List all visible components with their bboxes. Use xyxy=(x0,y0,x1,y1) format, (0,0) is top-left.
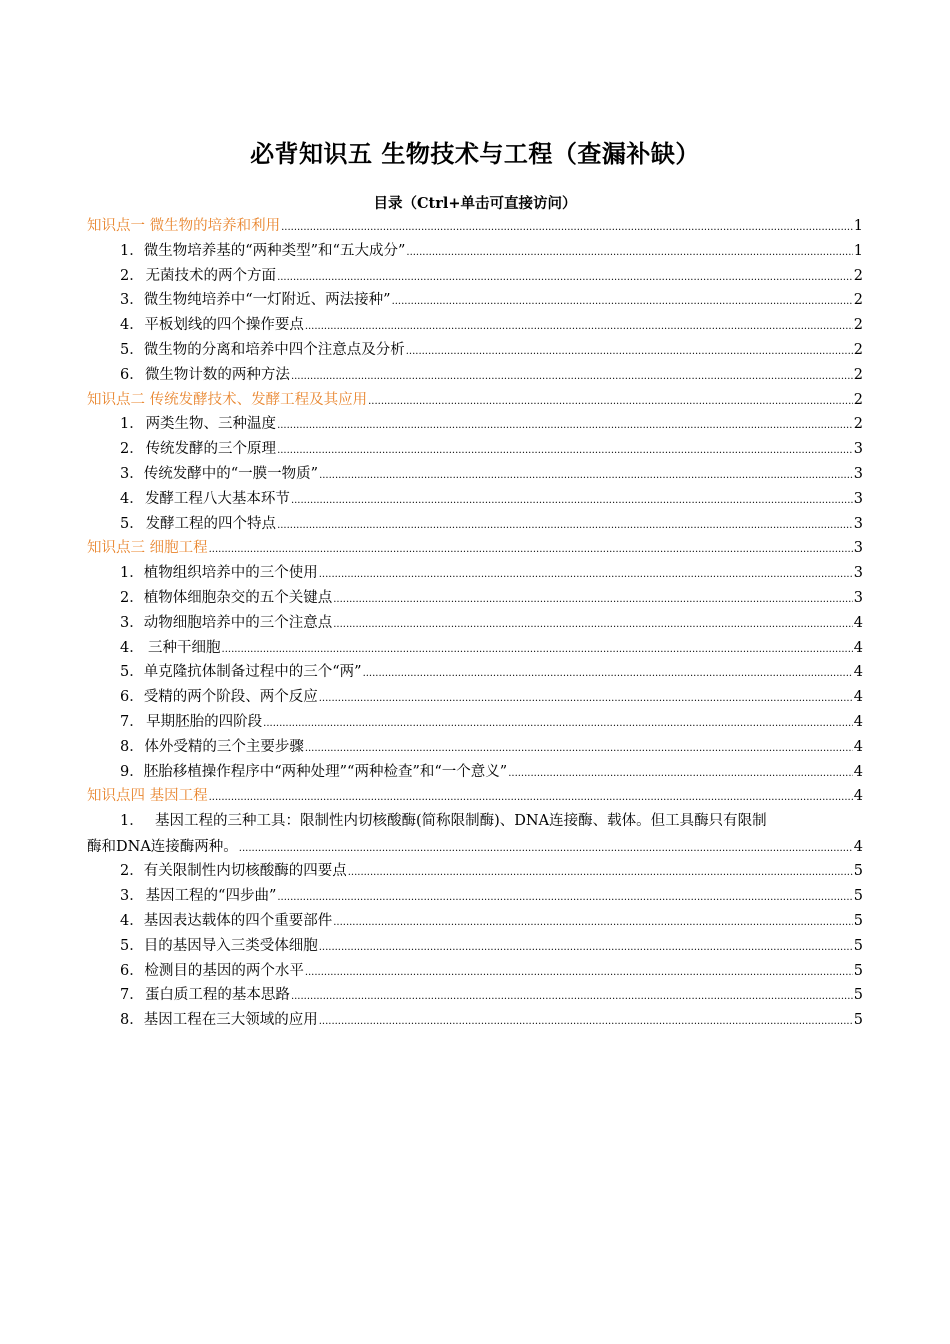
toc-item-number: 5． xyxy=(120,937,144,954)
toc-page-number: 2 xyxy=(853,317,863,334)
toc-item-label: 动物细胞培养中的三个注意点 xyxy=(143,614,333,631)
toc-page-number: 2 xyxy=(853,341,863,358)
toc-leader xyxy=(277,514,853,539)
toc-page-number: 5 xyxy=(853,987,863,1004)
toc-item-label: 两类生物、三种温度 xyxy=(145,416,277,433)
toc-item-link[interactable] xyxy=(87,561,863,586)
toc-page-number: 2 xyxy=(853,267,863,284)
toc-item-link[interactable] xyxy=(87,934,863,959)
toc-page-number: 5 xyxy=(853,1012,863,1029)
toc-item-link-wrapped-line2[interactable] xyxy=(87,835,863,860)
toc-leader xyxy=(277,414,853,439)
toc-leader xyxy=(319,563,853,588)
toc-item-label: 蛋白质工程的基本思路 xyxy=(144,987,290,1004)
toc-item-label-continued: 酶和DNA连接酶两种。 xyxy=(87,838,238,855)
toc-item-number: 6． xyxy=(120,366,144,383)
toc-section-label: 知识点一 微生物的培养和利用 xyxy=(87,218,281,234)
toc-item-number: 1． xyxy=(120,813,144,830)
toc-leader xyxy=(319,1010,853,1035)
toc-item-number: 7． xyxy=(120,987,144,1004)
toc-item-label: 体外受精的三个主要步骤 xyxy=(144,738,304,755)
toc-leader xyxy=(291,365,853,390)
toc-item-label: 传统发酵的三个原理 xyxy=(145,441,277,458)
toc-item-number: 5． xyxy=(120,515,144,532)
toc-leader xyxy=(277,266,853,291)
toc-item-link[interactable] xyxy=(87,884,863,909)
toc-item-label: 三种干细胞 xyxy=(148,639,221,656)
toc-item-label: 植物组织培养中的三个使用 xyxy=(143,565,318,582)
toc-heading: 目录（Ctrl+单击可直接访问） xyxy=(373,195,577,212)
toc-page-number: 5 xyxy=(853,863,863,880)
toc-item-label: 发酵工程八大基本环节 xyxy=(144,490,290,507)
toc-item-label: 发酵工程的四个特点 xyxy=(145,515,277,532)
toc-page-number: 4 xyxy=(853,763,863,780)
toc-item-number: 1． xyxy=(120,416,144,433)
table-of-contents xyxy=(87,214,863,1033)
toc-item-link[interactable] xyxy=(87,710,863,735)
toc-leader xyxy=(406,241,852,266)
toc-item-label: 微生物纯培养中“一灯附近、两法接种” xyxy=(143,292,391,309)
toc-page-number: 1 xyxy=(853,218,863,234)
toc-item-number: 3． xyxy=(120,614,144,631)
toc-section-link[interactable] xyxy=(87,388,863,413)
toc-page-number: 4 xyxy=(853,738,863,755)
toc-leader xyxy=(319,687,853,712)
toc-page-number: 1 xyxy=(853,242,863,259)
toc-page-number: 5 xyxy=(853,888,863,905)
toc-item-link[interactable] xyxy=(87,512,863,537)
toc-page-number: 4 xyxy=(853,639,863,656)
toc-page-number: 3 xyxy=(853,465,863,482)
page-title: 必背知识五 生物技术与工程（查漏补缺） xyxy=(250,140,700,168)
toc-item-label: 微生物的分离和培养中四个注意点及分析 xyxy=(143,341,405,358)
toc-item-link[interactable] xyxy=(87,412,863,437)
toc-item-number: 8． xyxy=(120,1012,144,1029)
toc-item-label: 基因表达载体的四个重要部件 xyxy=(143,913,333,930)
toc-leader xyxy=(209,786,853,811)
toc-item-link[interactable] xyxy=(87,487,863,512)
toc-item-label: 平板划线的四个操作要点 xyxy=(144,317,304,334)
toc-page-number: 3 xyxy=(853,589,863,606)
toc-item-link[interactable] xyxy=(87,859,863,884)
toc-item-number: 8． xyxy=(120,738,144,755)
toc-leader xyxy=(319,936,853,961)
toc-item-link[interactable] xyxy=(87,636,863,661)
toc-leader xyxy=(406,340,853,365)
toc-item-label: 检测目的基因的两个水平 xyxy=(144,962,304,979)
toc-item-number: 4． xyxy=(120,490,144,507)
toc-leader xyxy=(333,588,853,613)
toc-item-number: 3． xyxy=(120,465,144,482)
toc-item-label: 有关限制性内切核酸酶的四要点 xyxy=(143,863,347,880)
toc-item-number: 9． xyxy=(120,763,144,780)
toc-section-link[interactable] xyxy=(87,536,863,561)
toc-item-link[interactable] xyxy=(87,735,863,760)
toc-page-number: 3 xyxy=(853,540,863,557)
toc-item-number: 6． xyxy=(120,962,144,979)
toc-page-number: 2 xyxy=(853,292,863,309)
toc-item-number: 4． xyxy=(120,639,144,656)
toc-leader xyxy=(333,613,853,638)
toc-leader xyxy=(333,911,853,936)
toc-section-link[interactable] xyxy=(87,214,863,239)
toc-item-number: 2． xyxy=(120,589,144,606)
toc-item-label: 微生物培养基的“两种类型”和“五大成分” xyxy=(143,242,406,259)
toc-item-number: 2． xyxy=(120,441,144,458)
toc-page-number: 4 xyxy=(853,614,863,631)
toc-item-link[interactable] xyxy=(87,959,863,984)
toc-leader xyxy=(305,737,853,762)
toc-item-label: 无菌技术的两个方面 xyxy=(145,267,277,284)
toc-item-number: 4． xyxy=(120,913,144,930)
toc-leader xyxy=(281,216,853,241)
toc-leader xyxy=(368,390,853,415)
toc-item-label: 传统发酵中的“一膜一物质” xyxy=(143,465,319,482)
toc-item-link[interactable] xyxy=(87,660,863,685)
toc-item-link[interactable] xyxy=(87,239,863,264)
toc-item-number: 1． xyxy=(120,565,144,582)
toc-leader xyxy=(291,489,853,514)
toc-item-link[interactable] xyxy=(87,983,863,1008)
toc-item-number: 3． xyxy=(120,888,144,905)
toc-item-label: 微生物计数的两种方法 xyxy=(144,366,290,383)
toc-section-label: 知识点二 传统发酵技术、发酵工程及其应用 xyxy=(87,391,368,408)
toc-page-number: 3 xyxy=(853,565,863,582)
toc-item-label: 单克隆抗体制备过程中的三个“两” xyxy=(143,664,362,681)
toc-item-link[interactable] xyxy=(87,909,863,934)
toc-item-link-wrapped-line1[interactable] xyxy=(87,809,863,835)
toc-item-label: 目的基因导入三类受体细胞 xyxy=(143,937,318,954)
toc-item-link[interactable] xyxy=(87,462,863,487)
toc-section-label: 知识点四 基因工程 xyxy=(87,788,208,805)
toc-leader xyxy=(222,638,853,663)
toc-leader xyxy=(305,315,853,340)
toc-item-link[interactable] xyxy=(87,264,863,289)
toc-page-number: 5 xyxy=(853,962,863,979)
toc-leader xyxy=(209,538,853,563)
toc-page-number: 3 xyxy=(853,490,863,507)
toc-leader xyxy=(239,837,853,862)
toc-item-link[interactable] xyxy=(87,611,863,636)
toc-page-number: 5 xyxy=(853,937,863,954)
toc-item-label: 受精的两个阶段、两个反应 xyxy=(143,689,318,706)
toc-leader xyxy=(348,861,853,886)
toc-section-link[interactable] xyxy=(87,784,863,809)
toc-item-label: 早期胚胎的四阶段 xyxy=(146,713,263,730)
toc-item-label: 基因工程在三大领域的应用 xyxy=(143,1012,318,1029)
toc-page-number: 2 xyxy=(853,416,863,433)
toc-item-label: 基因工程的三种工具：限制性内切核酸酶(简称限制酶)、DNA连接酶、载体。但工具酶只有限制 xyxy=(155,813,767,830)
toc-item-link[interactable] xyxy=(87,586,863,611)
toc-item-label: 基因工程的“四步曲” xyxy=(145,888,277,905)
toc-leader xyxy=(508,762,853,787)
toc-leader xyxy=(277,439,853,464)
toc-page-number: 4 xyxy=(853,713,863,730)
toc-item-number: 5． xyxy=(120,341,144,358)
toc-item-link[interactable] xyxy=(87,338,863,363)
toc-item-link[interactable] xyxy=(87,760,863,785)
toc-item-link[interactable] xyxy=(87,1008,863,1033)
toc-page-number: 2 xyxy=(853,366,863,383)
toc-page-number: 2 xyxy=(853,391,863,408)
toc-item-number: 4． xyxy=(120,317,144,334)
toc-item-number: 7． xyxy=(120,713,144,730)
toc-item-number: 5． xyxy=(120,664,144,681)
toc-leader xyxy=(319,464,853,489)
toc-item-number: 6． xyxy=(120,689,144,706)
toc-page-number: 4 xyxy=(853,838,863,855)
toc-leader xyxy=(277,886,852,911)
toc-leader xyxy=(291,985,853,1010)
toc-leader xyxy=(392,290,853,315)
toc-page-number: 5 xyxy=(853,913,863,930)
toc-item-link[interactable] xyxy=(87,437,863,462)
toc-page-number: 3 xyxy=(853,441,863,458)
toc-leader xyxy=(263,712,853,737)
toc-section-label: 知识点三 细胞工程 xyxy=(87,540,208,557)
toc-item-link[interactable] xyxy=(87,288,863,313)
toc-item-link[interactable] xyxy=(87,685,863,710)
toc-page-number: 4 xyxy=(853,788,863,805)
toc-item-number: 3． xyxy=(120,292,144,309)
toc-page-number: 4 xyxy=(853,689,863,706)
toc-leader xyxy=(363,662,853,687)
toc-item-label: 植物体细胞杂交的五个关键点 xyxy=(143,589,333,606)
toc-item-number: 2． xyxy=(120,267,144,284)
toc-item-number: 2． xyxy=(120,863,144,880)
toc-item-number: 1． xyxy=(120,242,144,259)
toc-page-number: 3 xyxy=(853,515,863,532)
toc-item-link[interactable] xyxy=(87,313,863,338)
toc-leader xyxy=(305,961,853,986)
toc-item-link[interactable] xyxy=(87,363,863,388)
toc-item-label: 胚胎移植操作程序中“两种处理”“两种检查”和“一个意义” xyxy=(143,763,508,780)
toc-page-number: 4 xyxy=(853,664,863,681)
